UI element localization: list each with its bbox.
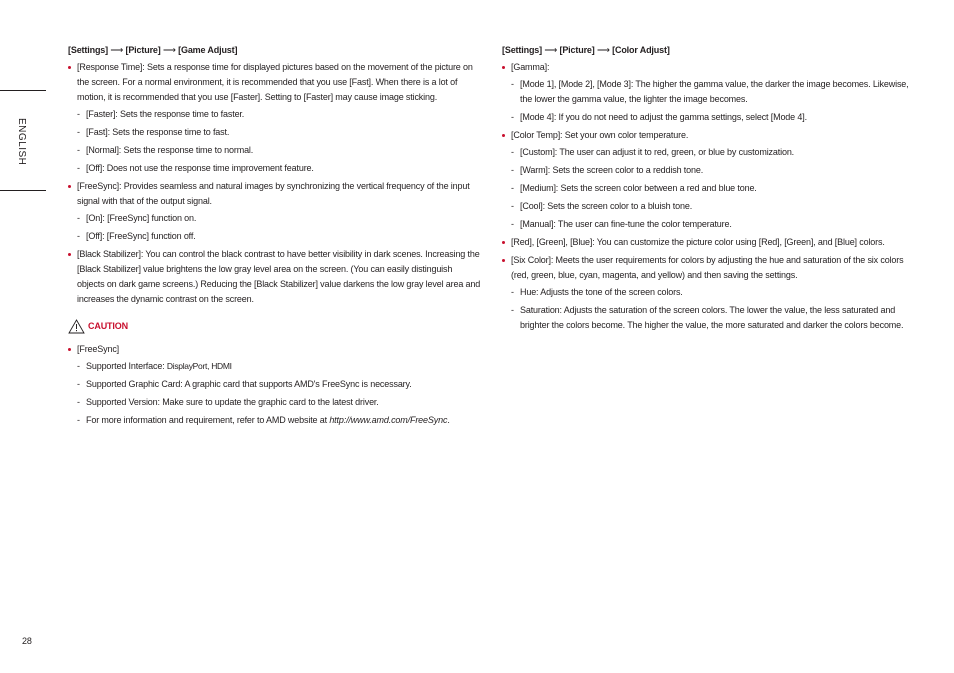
- sub-item: - [Normal]: Sets the response time to normal.: [77, 143, 482, 158]
- path-color-adjust: [Color Adjust]: [612, 45, 670, 55]
- arrow-icon: ⟶: [544, 45, 558, 55]
- six-color-text: [Six Color]: Meets the user requirements for colors by adjusting the hue and saturation of the six colors (red, green, blue, cyan, magenta, and yellow) and then saving the settings.: [511, 255, 904, 280]
- side-divider-bottom: [0, 190, 46, 191]
- list-item-color-temp: [502, 128, 916, 232]
- color-temp-text: [Color Temp]: Set your own color temperature.: [511, 130, 689, 140]
- color-adjust-list: [502, 60, 916, 333]
- list-item-rgb: [Red], [Green], [Blue]: You can customize the picture color using [Red], [Green], and [Blue] colors.: [502, 235, 916, 250]
- path-settings: [Settings]: [502, 45, 542, 55]
- arrow-icon: ⟶: [597, 45, 610, 55]
- caution-heading: [68, 319, 482, 334]
- sub-item: - [Faster]: Sets the response time to faster.: [77, 107, 482, 122]
- sub-item: - [Mode 1], [Mode 2], [Mode 3]: The higher the gamma value, the darker the image becomes. Likewise, the lower the gamma value, the lighter the image becomes.: [511, 77, 916, 107]
- amd-freesync-link[interactable]: http://www.amd.com/FreeSync: [329, 415, 448, 425]
- side-divider-top: [0, 90, 46, 91]
- more-info-suffix: .: [447, 415, 450, 425]
- interface-prefix: Supported Interface:: [86, 361, 167, 371]
- list-item-black-stabilizer: [Black Stabilizer]: You can control the black contrast to have better visibility in dark scenes. Increasing the [Black Stabilizer] value brightens the low gray level area on the screen. (You can easily distinguish objects on dark game screens.) Reducing the [Black Stabilizer] value darkens the low gray level area and increases the dynamic contrast on the screen.: [68, 247, 482, 307]
- path-picture: [Picture]: [559, 45, 595, 55]
- sub-item: - [Off]: [FreeSync] function off.: [77, 229, 482, 244]
- list-item-six-color: [502, 253, 916, 333]
- list-item-gamma: [502, 60, 916, 125]
- sub-item-interface: [77, 359, 482, 374]
- game-adjust-list: [68, 60, 482, 307]
- warning-triangle-icon: [68, 319, 85, 334]
- sub-item: - Supported Graphic Card: A graphic card that supports AMD's FreeSync is necessary.: [77, 377, 482, 392]
- right-column: [502, 43, 916, 336]
- menu-path-game-adjust: [68, 43, 482, 58]
- path-settings: [Settings]: [68, 45, 108, 55]
- sub-item-more-info: [77, 413, 482, 428]
- sub-item: - [On]: [FreeSync] function on.: [77, 211, 482, 226]
- caution-list: [68, 342, 482, 428]
- path-picture: [Picture]: [125, 45, 161, 55]
- language-tab: ENGLISH: [16, 118, 27, 166]
- arrow-icon: ⟶: [110, 45, 124, 55]
- list-item-freesync-caution: [68, 342, 482, 428]
- sub-item: - [Custom]: The user can adjust it to red, green, or blue by customization.: [511, 145, 916, 160]
- freesync-text: [FreeSync]: Provides seamless and natural images by synchronizing the vertical frequency of the input signal with that of the output signal.: [77, 181, 470, 206]
- gamma-text: [Gamma]:: [511, 62, 550, 72]
- sub-item: - [Fast]: Sets the response time to fast.: [77, 125, 482, 140]
- caution-item-title: [FreeSync]: [77, 344, 120, 354]
- sub-item: - [Mode 4]: If you do not need to adjust the gamma settings, select [Mode 4].: [511, 110, 916, 125]
- sub-item: - [Manual]: The user can fine-tune the color temperature.: [511, 217, 916, 232]
- caution-label: CAUTION: [88, 321, 128, 331]
- page-number: 28: [22, 636, 32, 646]
- arrow-icon: ⟶: [163, 45, 176, 55]
- response-time-text: [Response Time]: Sets a response time for displayed pictures based on the movement of the picture on the screen. For a normal environment, it is recommended that you use [Fast]. When there is a lot of motion, it is recommended that you use [Faster]. Setting to [Faster] may cause image sticking.: [77, 62, 473, 102]
- more-info-prefix: For more information and requirement, refer to AMD website at: [86, 415, 330, 425]
- sub-item: - [Warm]: Sets the screen color to a reddish tone.: [511, 163, 916, 178]
- sub-item: - Saturation: Adjusts the saturation of the screen colors. The lower the value, the less saturated and brighter the colors become. The higher the value, the more saturated and darker the colors become.: [511, 303, 916, 333]
- sub-item: - [Medium]: Sets the screen color between a red and blue tone.: [511, 181, 916, 196]
- sub-item: - [Off]: Does not use the response time improvement feature.: [77, 161, 482, 176]
- interface-value: DisplayPort, HDMI: [166, 361, 232, 371]
- sub-item: - Hue: Adjusts the tone of the screen colors.: [511, 285, 916, 300]
- menu-path-color-adjust: [502, 43, 916, 58]
- list-item-freesync: [68, 179, 482, 244]
- sub-item: - [Cool]: Sets the screen color to a bluish tone.: [511, 199, 916, 214]
- left-column: [68, 43, 482, 431]
- path-game-adjust: [Game Adjust]: [178, 45, 238, 55]
- sub-item: - Supported Version: Make sure to update the graphic card to the latest driver.: [77, 395, 482, 410]
- list-item-response-time: [68, 60, 482, 176]
